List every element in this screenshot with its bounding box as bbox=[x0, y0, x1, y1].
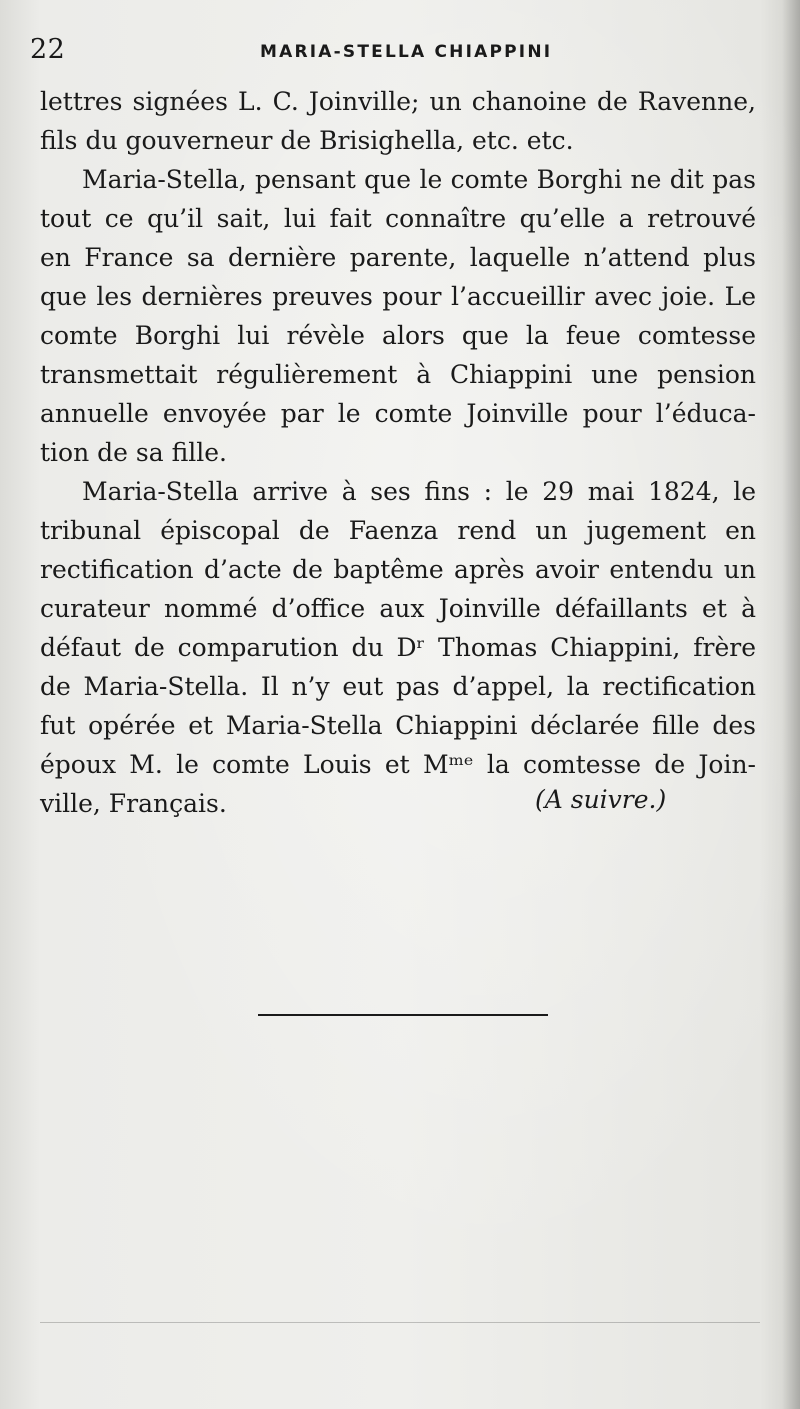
footnote-rule bbox=[40, 1322, 760, 1323]
paragraph-2 bbox=[40, 160, 756, 472]
paragraph-3 bbox=[40, 472, 756, 823]
text-line: transmettait régulièrement à Chiappini une pension bbox=[40, 360, 756, 389]
text-line: que les dernières preuves pour l’accueillir avec joie. Le bbox=[40, 282, 756, 311]
text-line: tout ce qu’il sait, lui fait connaître qu’elle a retrouvé bbox=[40, 204, 756, 233]
gutter-shadow bbox=[782, 0, 800, 1409]
body-text bbox=[40, 82, 756, 823]
running-head bbox=[30, 34, 760, 66]
text-line: fils du gouverneur de Brisighella, etc. etc. bbox=[40, 126, 574, 155]
text-line: en France sa dernière parente, laquelle n’attend plus bbox=[40, 243, 756, 272]
text-line: Maria-Stella arrive à ses fins : le 29 mai 1824, le bbox=[82, 477, 756, 506]
text-line: époux M. le comte Louis et Mᵐᵉ la comtesse de Join- bbox=[40, 750, 756, 779]
paragraph-1 bbox=[40, 82, 756, 160]
text-line: tion de sa fille. bbox=[40, 438, 227, 467]
running-title: MARIA-STELLA CHIAPPINI bbox=[260, 42, 553, 62]
text-line: Maria-Stella, pensant que le comte Borghi ne dit pas bbox=[82, 165, 756, 194]
text-line: lettres signées L. C. Joinville; un chanoine de Ravenne, bbox=[40, 87, 756, 116]
text-line: rectification d’acte de baptême après avoir entendu un bbox=[40, 555, 756, 584]
text-line: de Maria-Stella. Il n’y eut pas d’appel, la rectification bbox=[40, 672, 756, 701]
text-line: tribunal épiscopal de Faenza rend un jugement en bbox=[40, 516, 756, 545]
text-line: annuelle envoyée par le comte Joinville pour l’éduca- bbox=[40, 399, 756, 428]
page-number: 22 bbox=[30, 34, 66, 65]
text-line: défaut de comparution du Dʳ Thomas Chiappini, frère bbox=[40, 633, 756, 662]
text-line: ville, Français. bbox=[40, 789, 227, 818]
to-be-continued: (A suivre.) bbox=[535, 785, 667, 814]
text-line: fut opérée et Maria-Stella Chiappini déclarée fille des bbox=[40, 711, 756, 740]
text-line: curateur nommé d’office aux Joinville défaillants et à bbox=[40, 594, 756, 623]
text-line: comte Borghi lui révèle alors que la feue comtesse bbox=[40, 321, 756, 350]
section-rule bbox=[258, 1014, 548, 1016]
